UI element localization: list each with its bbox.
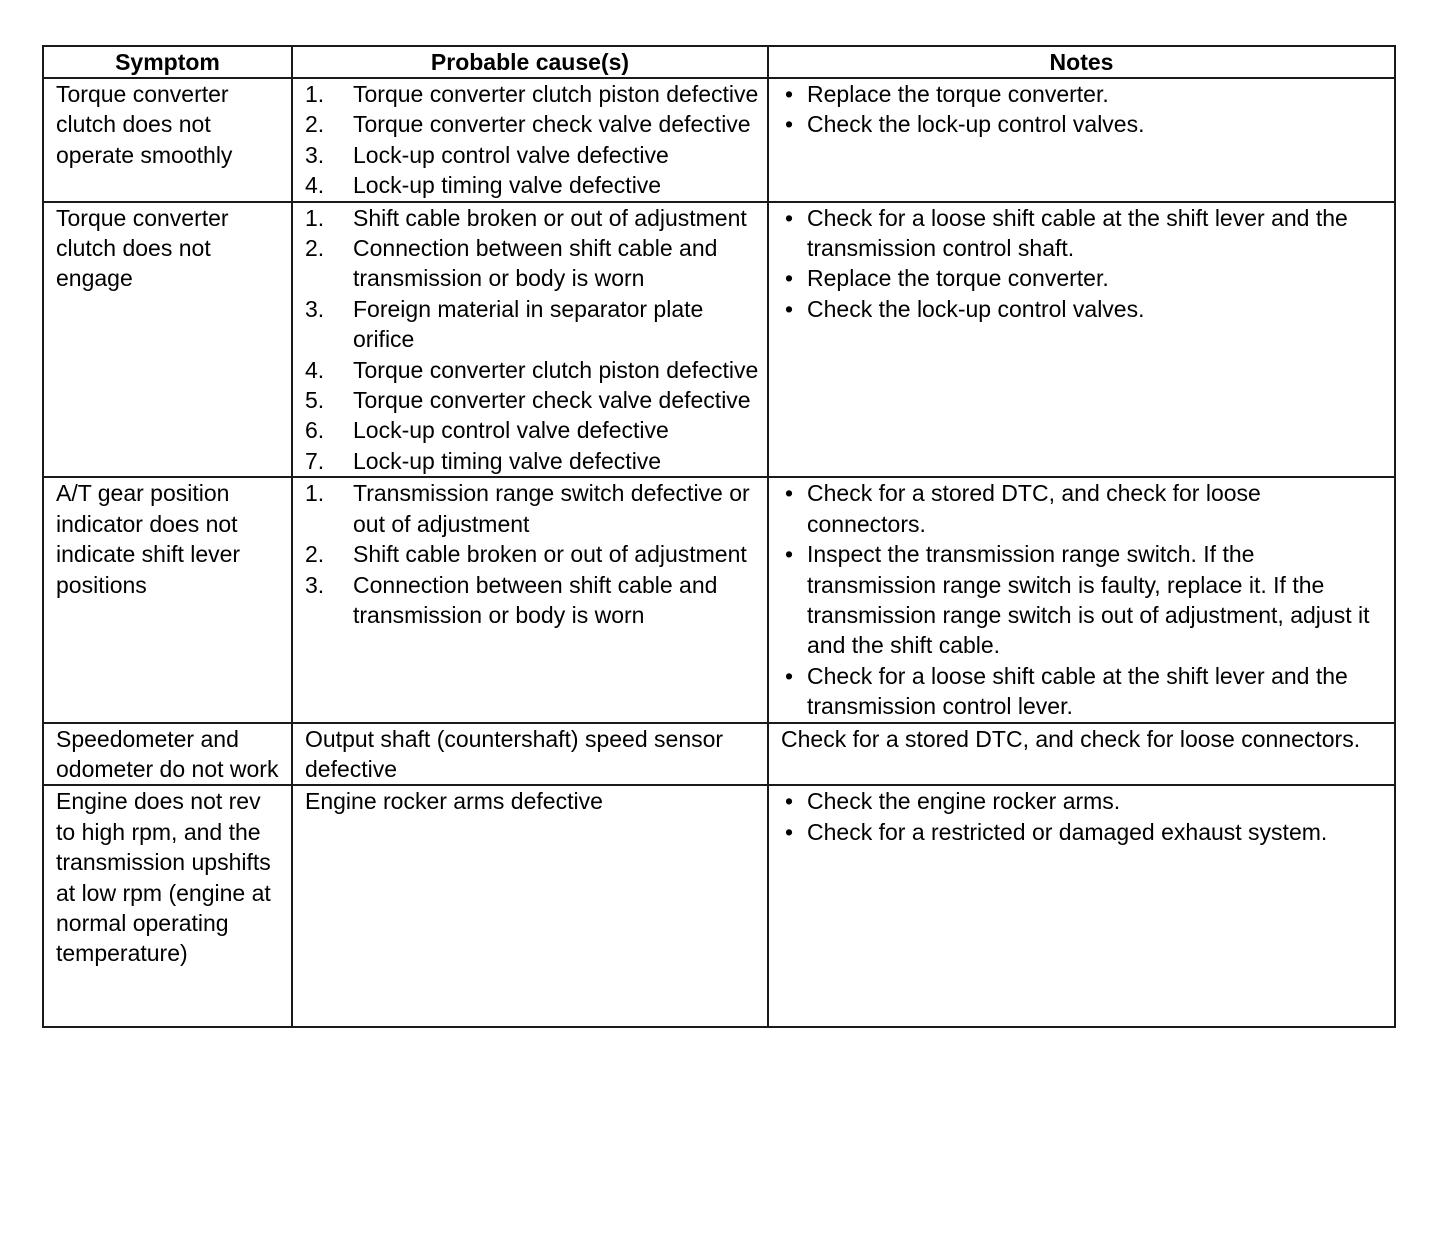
cause-number: 7. — [305, 447, 325, 474]
cause-text: Torque converter check valve defective — [353, 387, 751, 414]
cause-list — [305, 79, 759, 201]
note-text: Inspect the transmission range switch. If the transmission range switch is faulty, replace it. If the transmission range switch is out of adjustment, adjust it and the shift cable. — [807, 541, 1370, 659]
cause-text: Shift cable broken or out of adjustment — [353, 541, 747, 568]
table-row — [43, 202, 1395, 478]
note-text: Replace the torque converter. — [807, 81, 1109, 107]
symptom-text: A/T gear position indicator does not indicate shift lever positions — [56, 480, 241, 598]
symptom-text: Torque converter clutch does not engage — [56, 204, 229, 292]
symptom-text: Torque converter clutch does not operate smoothly — [56, 81, 233, 168]
cause-number: 1. — [305, 81, 325, 107]
note-text: Check for a loose shift cable at the shift lever and the transmission control shaft. — [807, 204, 1348, 262]
bullet-icon: • — [785, 204, 794, 231]
cause-item — [305, 294, 759, 355]
bullet-icon: • — [785, 295, 794, 322]
cause-number: 3. — [305, 295, 325, 322]
cause-item — [305, 140, 759, 170]
bullet-icon: • — [785, 265, 794, 292]
cause-text: Torque converter clutch piston defective — [353, 81, 759, 107]
cause-cell — [292, 78, 768, 202]
cause-text: Lock-up timing valve defective — [353, 172, 662, 199]
notes-cell — [768, 78, 1395, 202]
cause-item — [305, 355, 759, 385]
note-item — [781, 539, 1386, 661]
symptom-cell — [43, 202, 292, 478]
note-text: Check for a stored DTC, and check for loose connectors. — [807, 480, 1261, 537]
bullet-icon: • — [785, 81, 794, 107]
cause-number: 6. — [305, 417, 325, 444]
note-item — [781, 263, 1386, 293]
cause-item — [305, 203, 759, 233]
cause-number: 4. — [305, 356, 325, 383]
cause-number: 2. — [305, 541, 325, 568]
cause-item — [305, 539, 759, 569]
notes-cell — [768, 202, 1395, 478]
cause-text: Lock-up control valve defective — [353, 417, 669, 444]
cause-number: 2. — [305, 235, 325, 262]
table-row — [43, 477, 1395, 722]
note-text: Check the lock-up control valves. — [807, 111, 1145, 138]
cause-text: Transmission range switch defective or out of adjustment — [353, 480, 750, 537]
cause-cell — [292, 785, 768, 1027]
bullet-icon: • — [785, 111, 794, 138]
symptom-cell — [43, 477, 292, 722]
cause-item — [305, 415, 759, 445]
cause-text: Connection between shift cable and transmission or body is worn — [353, 571, 718, 628]
note-item — [781, 786, 1386, 816]
cause-text: Output shaft (countershaft) speed sensor defective — [305, 725, 724, 782]
bullet-icon: • — [785, 480, 794, 507]
bullet-icon: • — [785, 662, 794, 689]
bullet-icon: • — [785, 541, 794, 568]
notes-list — [781, 203, 1386, 325]
cause-number: 3. — [305, 571, 325, 598]
cause-text: Foreign material in separator plate orifice — [353, 295, 704, 353]
cause-number: 4. — [305, 172, 325, 199]
header-row — [43, 46, 1395, 78]
cause-cell — [292, 723, 768, 786]
probable-cause-header: Probable cause(s) — [292, 46, 768, 78]
notes-list — [781, 478, 1386, 721]
cause-text: Shift cable broken or out of adjustment — [353, 204, 747, 231]
note-item — [781, 109, 1386, 139]
cause-cell — [292, 202, 768, 478]
cause-text: Torque converter clutch piston defective — [353, 356, 759, 383]
note-text: Replace the torque converter. — [807, 265, 1109, 292]
cause-item — [305, 385, 759, 415]
cause-item — [305, 570, 759, 631]
cause-text: Lock-up control valve defective — [353, 141, 669, 168]
troubleshooting-table — [42, 45, 1396, 1028]
cause-item — [305, 109, 759, 139]
cause-number: 2. — [305, 111, 325, 138]
cause-item — [305, 170, 759, 200]
notes-header: Notes — [768, 46, 1395, 78]
notes-list — [781, 786, 1386, 847]
notes-cell — [768, 723, 1395, 786]
notes-cell — [768, 477, 1395, 722]
cause-cell — [292, 477, 768, 722]
bullet-icon: • — [785, 788, 794, 815]
note-text: Check the lock-up control valves. — [807, 295, 1145, 322]
note-item — [781, 478, 1386, 539]
cause-item — [305, 446, 759, 476]
note-item — [781, 817, 1386, 847]
cause-text: Engine rocker arms defective — [305, 788, 603, 815]
cause-number: 1. — [305, 480, 325, 507]
note-item — [781, 203, 1386, 264]
bullet-icon: • — [785, 818, 794, 845]
cause-text: Torque converter check valve defective — [353, 111, 751, 138]
cause-list — [305, 203, 759, 477]
notes-cell — [768, 785, 1395, 1027]
notes-list — [781, 79, 1386, 140]
note-text: Check for a restricted or damaged exhaust system. — [807, 818, 1328, 845]
cause-list — [305, 478, 759, 630]
symptom-cell — [43, 785, 292, 1027]
troubleshooting-page — [42, 45, 1396, 1028]
note-text: Check the engine rocker arms. — [807, 788, 1121, 815]
note-item — [781, 79, 1386, 109]
cause-text: Lock-up timing valve defective — [353, 447, 662, 474]
note-item — [781, 661, 1386, 722]
symptom-header: Symptom — [43, 46, 292, 78]
symptom-text: Speedometer and odometer do not work — [56, 725, 279, 782]
symptom-text: Engine does not rev to high rpm, and the transmission upshifts at low rpm (engine at normal operating temperature) — [56, 788, 271, 967]
cause-number: 1. — [305, 204, 325, 231]
symptom-cell — [43, 78, 292, 202]
note-text: Check for a stored DTC, and check for loose connectors. — [781, 725, 1361, 752]
note-item — [781, 294, 1386, 324]
table-row — [43, 78, 1395, 202]
cause-item — [305, 233, 759, 294]
table-row — [43, 723, 1395, 786]
cause-number: 3. — [305, 141, 325, 168]
cause-text: Connection between shift cable and transmission or body is worn — [353, 235, 718, 292]
table-row — [43, 785, 1395, 1027]
note-text: Check for a loose shift cable at the shift lever and the transmission control lever. — [807, 662, 1348, 720]
symptom-cell — [43, 723, 292, 786]
cause-item — [305, 478, 759, 539]
cause-item — [305, 79, 759, 109]
cause-number: 5. — [305, 387, 325, 414]
